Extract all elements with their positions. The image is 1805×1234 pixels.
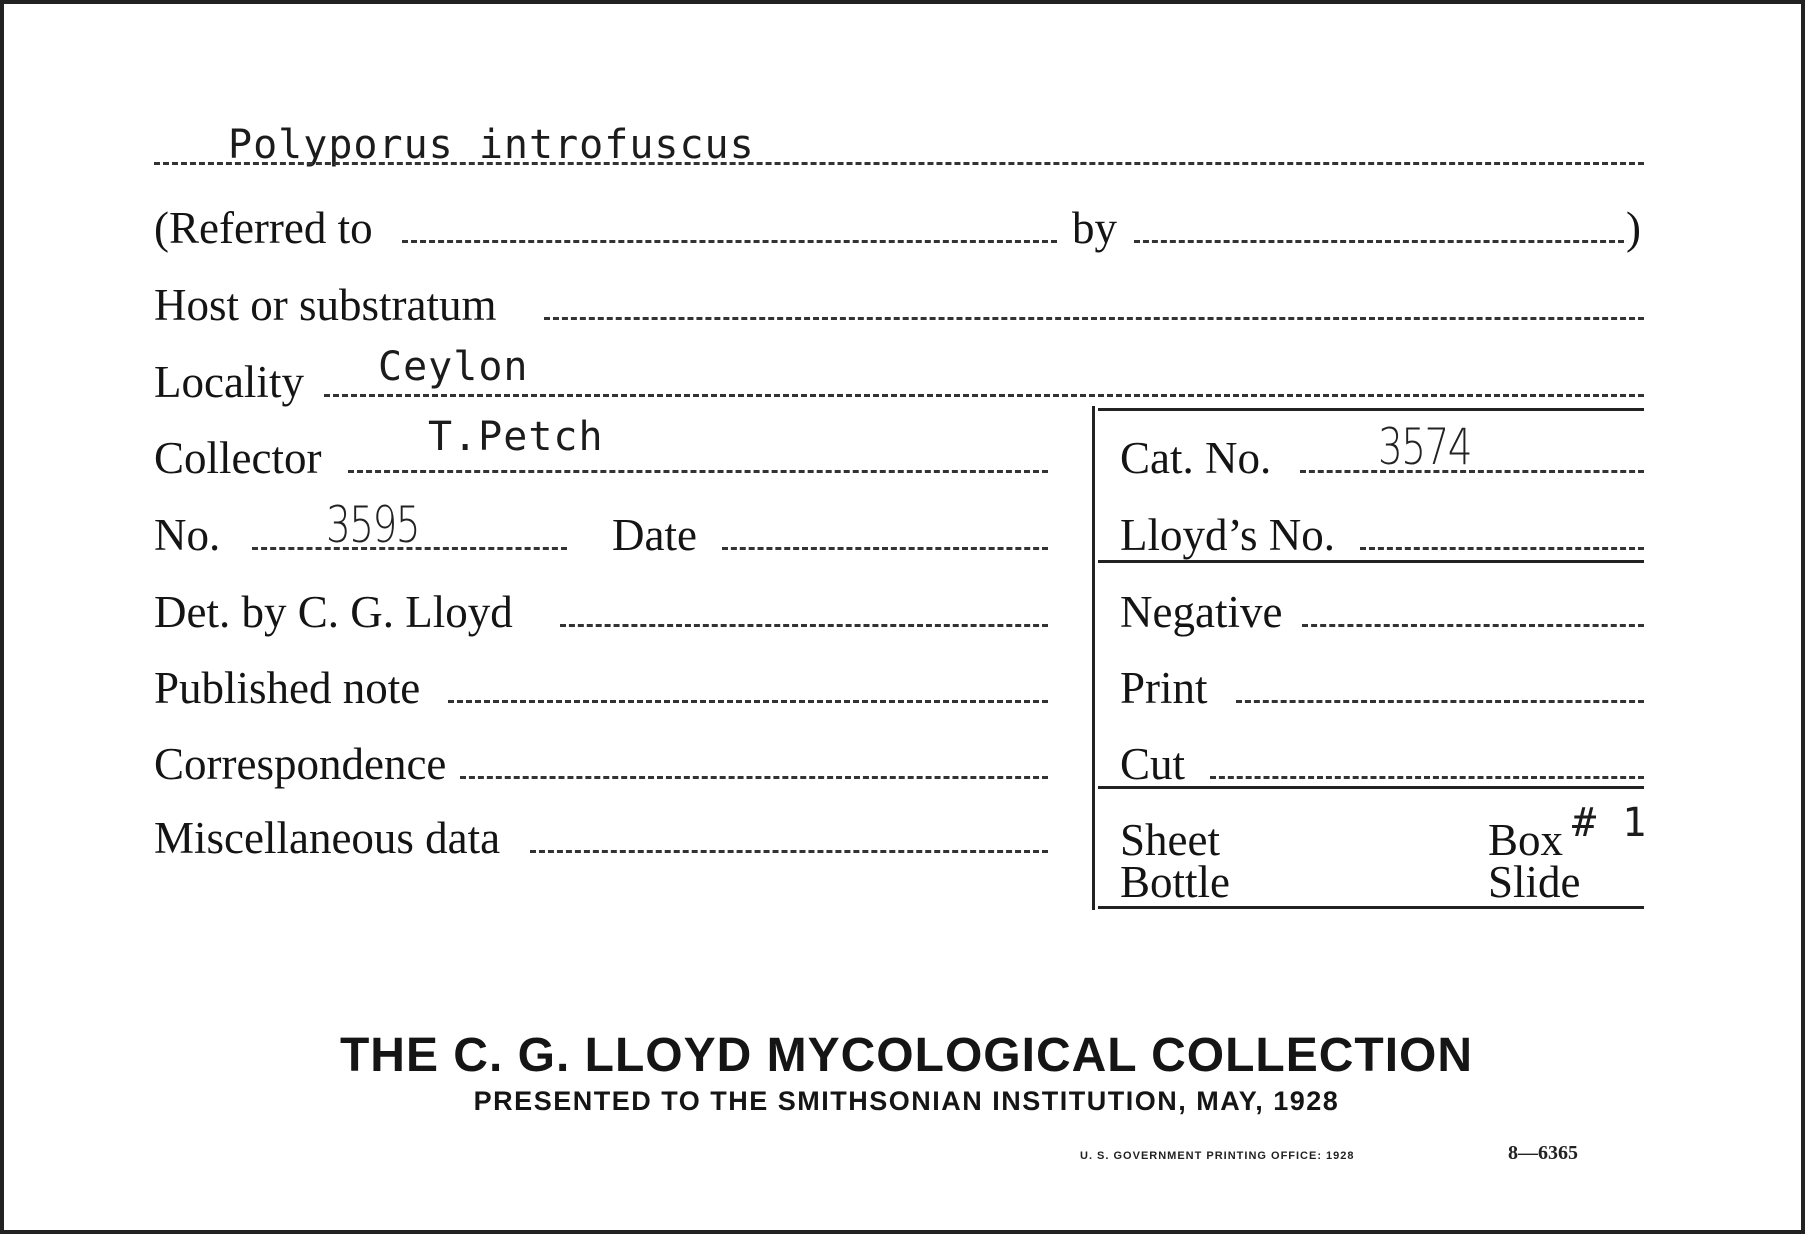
date-label: Date (612, 510, 697, 560)
correspondence-rule (460, 776, 1048, 779)
collector-label: Collector (154, 433, 322, 483)
species-name: Polyporus introfuscus (228, 122, 755, 168)
panel-left-border (1092, 406, 1095, 910)
slide-label: Slide (1488, 857, 1581, 907)
box-value: # 1 (1572, 800, 1648, 846)
misc-data-rule (530, 850, 1048, 853)
bottle-label: Bottle (1120, 857, 1230, 907)
published-note-label: Published note (154, 663, 421, 713)
collection-subtitle: PRESENTED TO THE SMITHSONIAN INSTITUTION, MAY, 1928 (473, 1086, 1340, 1116)
print-label: Print (1120, 663, 1208, 713)
species-rule (154, 162, 1644, 165)
locality-label: Locality (154, 357, 304, 407)
no-label: No. (154, 510, 221, 560)
collector-rule (348, 470, 1048, 473)
cat-no-rule (1300, 470, 1644, 473)
cat-no-label: Cat. No. (1120, 433, 1272, 483)
box-label: Box (1488, 815, 1564, 865)
sheet-label: Sheet (1120, 815, 1220, 865)
lloyds-no-label: Lloyd’s No. (1120, 510, 1336, 560)
referred-to-rule (402, 240, 1057, 243)
negative-rule (1302, 624, 1644, 627)
host-rule (544, 317, 1644, 320)
published-note-rule (448, 700, 1048, 703)
det-by-label: Det. by C. G. Lloyd (154, 587, 513, 637)
panel-top-border (1098, 408, 1644, 411)
printing-office-note: U. S. GOVERNMENT PRINTING OFFICE: 1928 (1080, 1150, 1355, 1162)
det-by-rule (560, 624, 1048, 627)
cat-no-value: 3574 (1378, 418, 1472, 476)
negative-label: Negative (1120, 587, 1283, 637)
correspondence-label: Correspondence (154, 739, 447, 789)
form-code: 8—6365 (1508, 1142, 1578, 1164)
by-label: by (1072, 203, 1117, 253)
lloyds-no-rule (1360, 547, 1644, 550)
by-rule (1134, 240, 1624, 243)
print-rule (1236, 700, 1644, 703)
cut-label: Cut (1120, 739, 1186, 789)
locality-rule (324, 394, 1644, 397)
locality-value: Ceylon (378, 344, 529, 390)
close-paren: ) (1626, 203, 1641, 253)
no-value: 3595 (326, 496, 420, 554)
cut-rule (1210, 776, 1644, 779)
date-rule (722, 547, 1048, 550)
collection-title: THE C. G. LLOYD MYCOLOGICAL COLLECTION (339, 1029, 1474, 1082)
host-label: Host or substratum (154, 280, 497, 330)
referred-to-label: (Referred to (154, 203, 373, 253)
collector-value: T.Petch (428, 414, 604, 460)
misc-data-label: Miscellaneous data (154, 813, 501, 863)
